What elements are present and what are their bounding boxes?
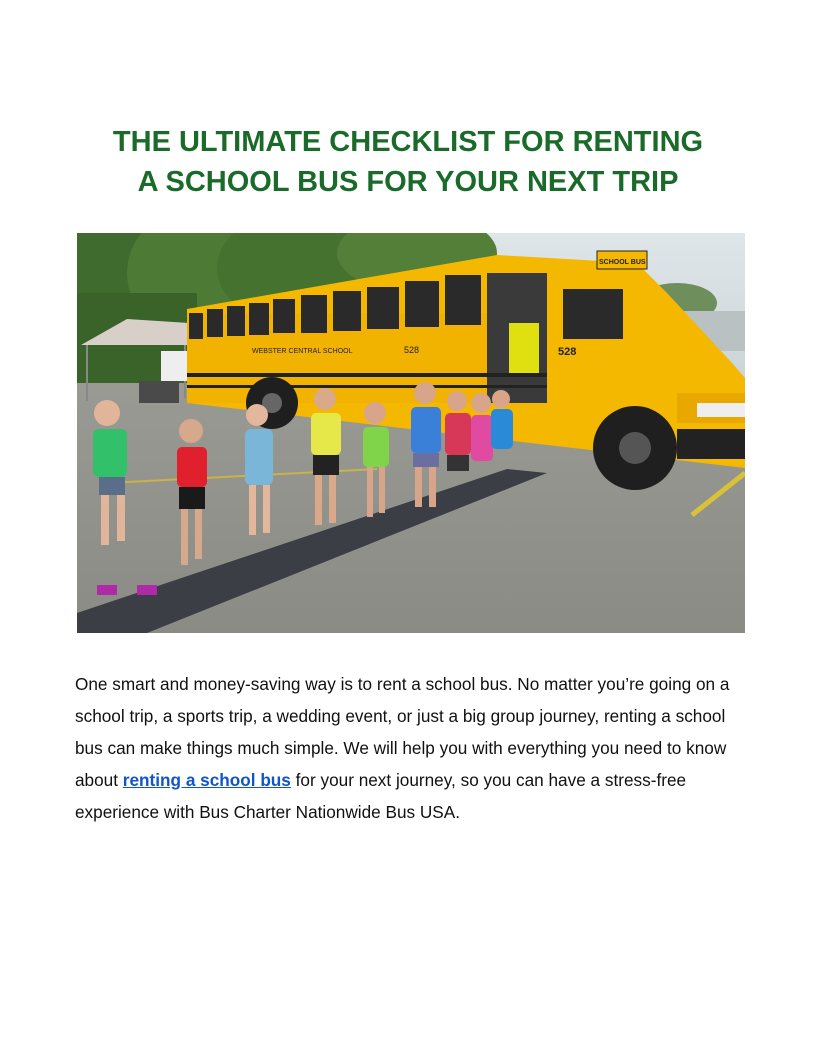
child xyxy=(471,393,493,461)
bus-top-sign: SCHOOL BUS xyxy=(599,259,646,266)
front-wheel xyxy=(593,406,677,490)
title-line-1: THE ULTIMATE CHECKLIST FOR RENTING xyxy=(112,126,704,158)
bus-side-number: 528 xyxy=(404,345,420,355)
page-title xyxy=(60,122,756,202)
paragraph-text-after-link: for your next journey, so you can have a stress-free experience with Bus Charter Nationwide Bus USA. xyxy=(75,770,687,822)
intro-paragraph xyxy=(75,668,745,828)
paragraph-text-before-link: One smart and money-saving way is to rent a school bus. No matter you’re going on a school trip, a sports trip, a wedding event, or just a big group journey, renting a school bus can make things much simple. We will help you with everything you need to know about xyxy=(75,674,730,790)
child xyxy=(491,390,513,449)
bus-front-number: 528 xyxy=(558,346,577,358)
school-bus-photo xyxy=(77,233,745,633)
title-line-2: A SCHOOL BUS FOR YOUR NEXT TRIP xyxy=(137,166,679,198)
bus-side-text: WEBSTER CENTRAL SCHOOL xyxy=(252,348,353,355)
renting-school-bus-link[interactable]: renting a school bus xyxy=(122,770,291,790)
